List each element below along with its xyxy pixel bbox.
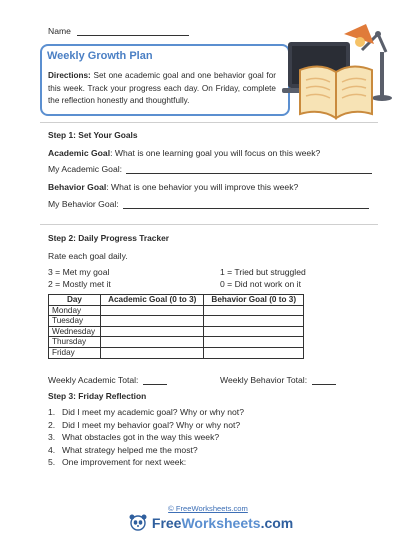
table-row xyxy=(49,337,304,348)
item-number: 2. xyxy=(48,419,56,430)
behavior-goal-line xyxy=(48,199,369,209)
day-cell: Tuesday xyxy=(49,316,101,327)
step3-heading: Step 3: Friday Reflection xyxy=(48,391,147,401)
rating-key-2: 2 = Mostly met it xyxy=(48,279,111,289)
item-number: 3. xyxy=(48,432,56,442)
brand-worksheets: Worksheets xyxy=(181,515,261,531)
step1-heading: Step 1: Set Your Goals xyxy=(48,130,138,140)
academic-score-cell[interactable] xyxy=(100,337,204,348)
item-text: What obstacles got in the way this week? xyxy=(62,432,220,442)
item-number: 4. xyxy=(48,444,56,455)
academic-score-cell[interactable] xyxy=(100,316,204,327)
day-cell: Wednesday xyxy=(49,326,101,337)
item-text: One improvement for next week: xyxy=(62,457,187,467)
item-text: What strategy helped me the most? xyxy=(62,444,198,455)
directions-label: Directions: xyxy=(48,71,91,80)
day-cell: Monday xyxy=(49,305,101,316)
rating-instruction: Rate each goal daily. xyxy=(48,251,128,261)
behavior-total xyxy=(220,375,336,385)
table-row xyxy=(49,347,304,358)
academic-score-cell[interactable] xyxy=(100,326,204,337)
table-row xyxy=(49,326,304,337)
table-row xyxy=(49,305,304,316)
table-header-row xyxy=(49,295,304,306)
brand-free: Free xyxy=(151,515,182,531)
behavior-total-field[interactable] xyxy=(312,384,336,385)
academic-score-cell[interactable] xyxy=(100,347,204,358)
name-row xyxy=(48,26,189,36)
open-book-icon xyxy=(300,66,372,118)
behavior-score-cell[interactable] xyxy=(204,337,304,348)
behavior-goal-label: Behavior Goal xyxy=(48,182,107,192)
academic-total-label: Weekly Academic Total: xyxy=(48,375,139,385)
rating-key-1: 1 = Tried but struggled xyxy=(220,267,306,277)
progress-tracker-table xyxy=(48,294,304,359)
academic-goal-label: Academic Goal xyxy=(48,148,111,158)
item-text: Did I meet my behavior goal? Why or why not? xyxy=(62,419,241,430)
rating-key-0: 0 = Did not work on it xyxy=(220,279,301,289)
divider xyxy=(40,224,378,225)
worksheet-title: Weekly Growth Plan xyxy=(44,50,156,62)
column-header-day: Day xyxy=(49,295,101,306)
study-illustration xyxy=(282,22,392,122)
footer-link[interactable]: © FreeWorksheets.com xyxy=(168,504,248,513)
rating-key-3: 3 = Met my goal xyxy=(48,267,110,277)
directions-text xyxy=(48,70,276,108)
step2-heading: Step 2: Daily Progress Tracker xyxy=(48,233,170,243)
day-cell: Friday xyxy=(49,347,101,358)
academic-goal-line-label: My Academic Goal: xyxy=(48,164,123,174)
directions-body: Set one academic goal and one behavior goal for this week. Track your progress each day. On Friday, complete the reflection honestly and thoughtfully. xyxy=(48,71,276,106)
list-item xyxy=(48,419,244,432)
behavior-score-cell[interactable] xyxy=(204,326,304,337)
academic-total xyxy=(48,375,167,385)
reflection-list xyxy=(48,406,244,469)
brand-com: .com xyxy=(260,515,294,531)
panda-mascot-icon xyxy=(128,513,148,531)
behavior-goal-field[interactable] xyxy=(123,208,369,209)
name-label: Name xyxy=(48,26,71,36)
academic-goal-field[interactable] xyxy=(126,173,372,174)
item-number: 1. xyxy=(48,407,56,417)
behavior-goal-line-label: My Behavior Goal: xyxy=(48,199,119,209)
academic-goal-question xyxy=(48,148,320,158)
list-item xyxy=(48,431,244,444)
academic-goal-prompt: : What is one learning goal you will focus on this week? xyxy=(110,148,321,158)
list-item xyxy=(48,444,244,457)
behavior-score-cell[interactable] xyxy=(204,305,304,316)
footer-brand[interactable] xyxy=(128,513,293,531)
divider xyxy=(40,122,378,123)
behavior-goal-question xyxy=(48,182,298,192)
behavior-total-label: Weekly Behavior Total: xyxy=(220,375,308,385)
item-text: Did I meet my academic goal? Why or why not? xyxy=(62,407,244,417)
list-item xyxy=(48,456,244,469)
behavior-score-cell[interactable] xyxy=(204,316,304,327)
behavior-score-cell[interactable] xyxy=(204,347,304,358)
academic-score-cell[interactable] xyxy=(100,305,204,316)
column-header-academic: Academic Goal (0 to 3) xyxy=(100,295,204,306)
behavior-goal-prompt: : What is one behavior you will improve this week? xyxy=(106,182,299,192)
table-row xyxy=(49,316,304,327)
day-cell: Thursday xyxy=(49,337,101,348)
academic-goal-line xyxy=(48,164,372,174)
item-number: 5. xyxy=(48,457,56,467)
column-header-behavior: Behavior Goal (0 to 3) xyxy=(204,295,304,306)
academic-total-field[interactable] xyxy=(143,384,167,385)
name-field[interactable] xyxy=(77,35,189,36)
list-item xyxy=(48,406,244,419)
